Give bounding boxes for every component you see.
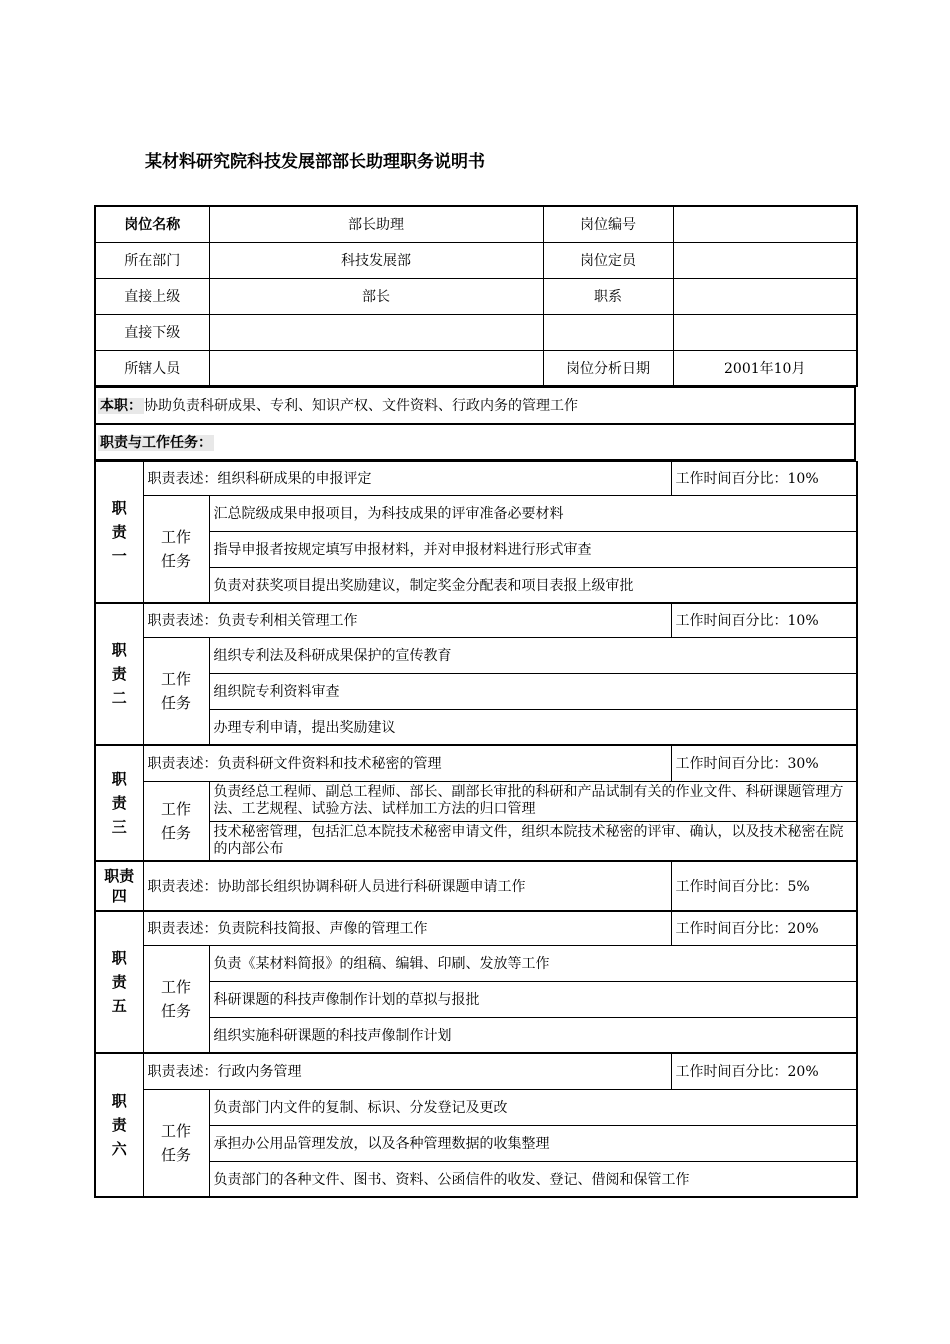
duty-3-task-2: 技术秘密管理，包括汇总本院技术秘密申请文件，组织本院技术秘密的评审、确认，以及技术秘密在院的内部公布 [209,821,857,861]
duty-3-time: 工作时间百分比：30% [671,745,857,781]
duty-5-task-label-cell [143,945,209,1053]
duty-5-name-cell [95,911,143,1053]
duty-4-name: 职责四 [104,867,135,905]
duty-2-task-label-cell [143,637,209,745]
duty-4-desc: 职责表述：协助部长组织协调科研人员进行科研课题申请工作 [143,861,671,911]
job-family-value [673,278,857,314]
duty-6-desc: 职责表述：行政内务管理 [143,1053,671,1089]
duty-6-name: 职责六 [111,1092,127,1158]
job-description-sheet [94,205,856,1198]
position-name-label: 岗位名称 [95,206,209,242]
blank-label [543,314,673,350]
duty-5-task-1: 负责《某材料简报》的组稿、编辑、印刷、发放等工作 [209,945,857,981]
duty-1-task-label: 工作任务 [160,527,191,570]
direct-subordinate-value [209,314,543,350]
duty-4-name-cell [95,861,143,911]
department-value: 科技发展部 [209,242,543,278]
duty-1-task-2: 指导申报者按规定填写申报材料，并对申报材料进行形式审查 [209,531,857,567]
direct-subordinate-label: 直接下级 [95,314,209,350]
position-name-value: 部长助理 [209,206,543,242]
headcount-value [673,242,857,278]
position-code-value [673,206,857,242]
duty-6-task-label-cell [143,1089,209,1197]
job-family-label: 职系 [543,278,673,314]
duty-2-task-3: 办理专利申请，提出奖励建议 [209,709,857,745]
analysis-date-label: 岗位分析日期 [543,350,673,386]
duty-3-desc: 职责表述：负责科研文件资料和技术秘密的管理 [143,745,671,781]
duty-2-task-1: 组织专利法及科研成果保护的宣传教育 [209,637,857,673]
direct-superior-value: 部长 [209,278,543,314]
position-info-table [94,205,858,387]
duty-3-task-label-cell [143,781,209,861]
duty-1-time: 工作时间百分比：10% [671,461,857,495]
analysis-date-value: 2001年10月 [673,350,857,386]
core-duty-table [94,387,856,461]
core-duty-text: 协助负责科研成果、专利、知识产权、文件资料、行政内务的管理工作 [144,398,578,415]
duty-2-name: 职责二 [111,641,127,707]
duty-3-task-label: 工作任务 [160,799,191,842]
duty-1-name: 职责一 [111,498,127,565]
position-code-label: 岗位编号 [543,206,673,242]
duty-3-name: 职责三 [111,770,127,836]
duty-2-task-2: 组织院专利资料审查 [209,673,857,709]
duty-5-task-3: 组织实施科研课题的科技声像制作计划 [209,1017,857,1053]
duties-heading: 职责与工作任务： [100,434,212,451]
duty-3-name-cell [95,745,143,861]
duty-1-desc: 职责表述：组织科研成果的申报评定 [143,461,671,495]
duty-4-time: 工作时间百分比：5% [671,861,857,911]
duty-5-task-label: 工作任务 [160,977,191,1020]
department-label: 所在部门 [95,242,209,278]
duty-2-task-label: 工作任务 [160,669,191,712]
duty-2-desc: 职责表述：负责专利相关管理工作 [143,603,671,637]
duty-6-name-cell [95,1053,143,1197]
duty-1-task-label-cell [143,495,209,603]
duties-heading-row [95,424,855,460]
duty-6-task-label: 工作任务 [160,1121,191,1164]
duty-6-task-2: 承担办公用品管理发放，以及各种管理数据的收集整理 [209,1125,857,1161]
duty-6-time: 工作时间百分比：20% [671,1053,857,1089]
core-duty-row [95,388,855,424]
duty-6-task-3: 负责部门的各种文件、图书、资料、公函信件的收发、登记、借阅和保管工作 [209,1161,857,1197]
document-title: 某材料研究院科技发展部部长助理职务说明书 [145,152,485,172]
duties-table [94,461,858,1199]
duty-2-name-cell [95,603,143,745]
duty-5-time: 工作时间百分比：20% [671,911,857,945]
duty-1-task-1: 汇总院级成果申报项目，为科技成果的评审准备必要材料 [209,495,857,531]
headcount-label: 岗位定员 [543,242,673,278]
blank-value [673,314,857,350]
staff-value [209,350,543,386]
staff-label: 所辖人员 [95,350,209,386]
duty-1-task-3: 负责对获奖项目提出奖励建议，制定奖金分配表和项目表报上级审批 [209,567,857,603]
duty-2-time: 工作时间百分比：10% [671,603,857,637]
direct-superior-label: 直接上级 [95,278,209,314]
duty-5-desc: 职责表述：负责院科技简报、声像的管理工作 [143,911,671,945]
duty-1-name-cell [95,461,143,603]
duty-3-task-1: 负责经总工程师、副总工程师、部长、副部长审批的科研和产品试制有关的作业文件、科研课题管理方法、工艺规程、试验方法、试样加工方法的归口管理 [209,781,857,821]
duty-5-task-2: 科研课题的科技声像制作计划的草拟与报批 [209,981,857,1017]
duty-5-name: 职责五 [111,949,127,1015]
duty-6-task-1: 负责部门内文件的复制、标识、分发登记及更改 [209,1089,857,1125]
core-duty-label: 本职： [100,398,142,415]
